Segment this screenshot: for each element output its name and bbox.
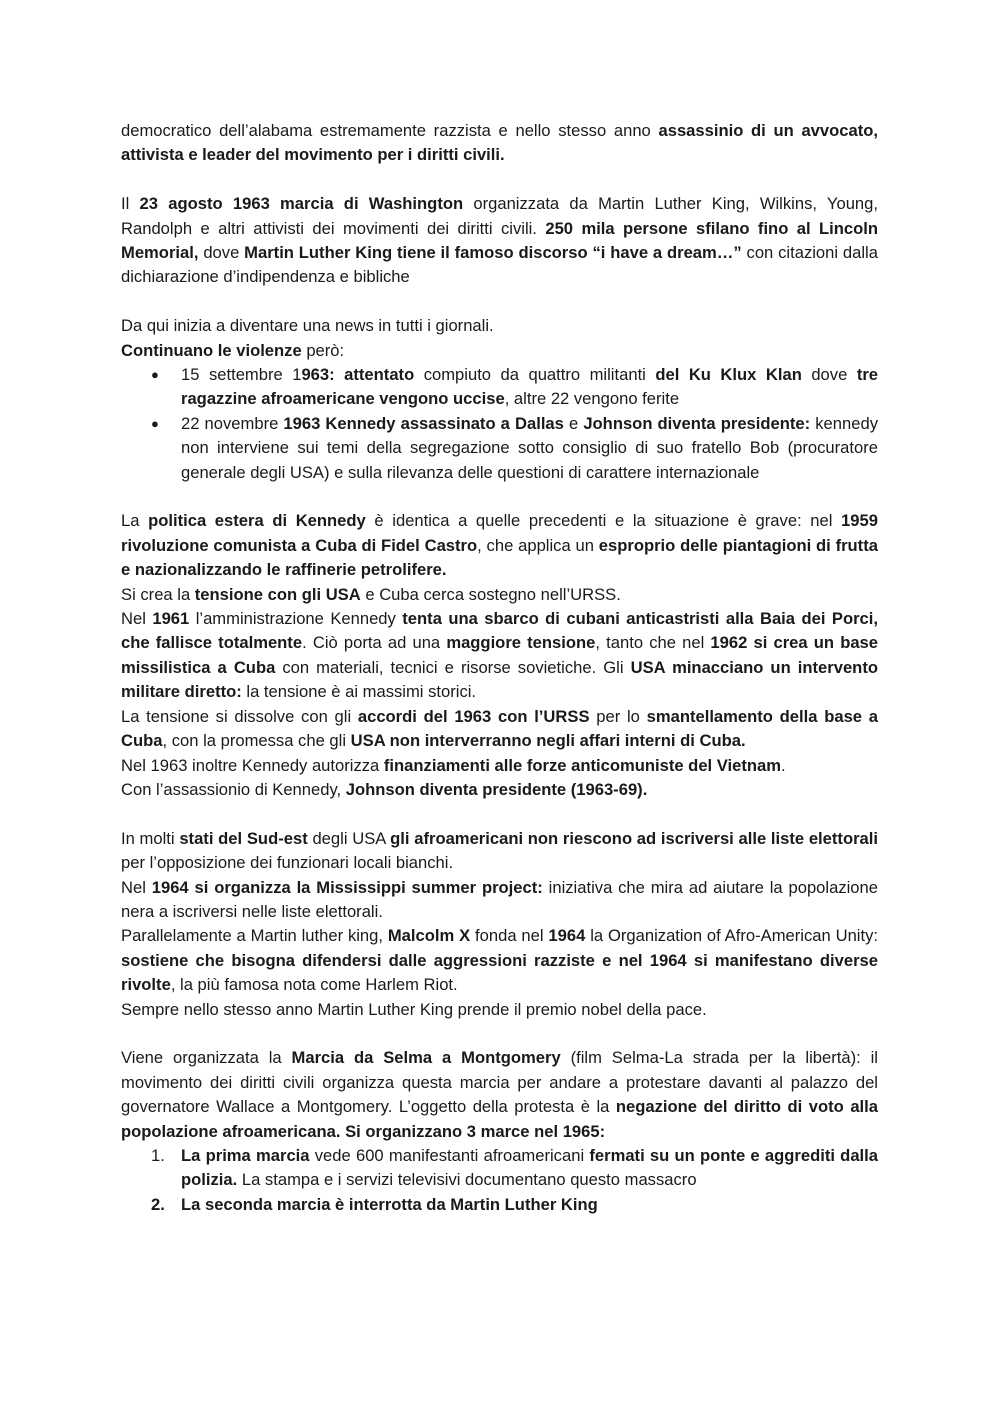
bold-text: smantellamento della base a Cuba	[121, 706, 878, 751]
bold-text: esproprio delle piantagioni di frutta e nazionalizzando le raffinerie petrolifere.	[121, 535, 878, 580]
list-number: 1.	[151, 1145, 165, 1165]
text-run: , tanto che nel	[595, 633, 711, 653]
text-run: la tensione è ai massimi storici.	[241, 682, 477, 702]
bold-text: accordi del 1963 con l’URSS	[357, 706, 590, 726]
bold-text: stati del Sud-est	[179, 828, 308, 848]
bullet-item	[121, 363, 878, 412]
text-run: è identica a quelle precedenti e la situazione è grave: nel	[365, 511, 842, 531]
text-run: Parallelamente a Martin luther king,	[121, 926, 388, 946]
text-run: fonda nel	[470, 926, 549, 946]
text-run: .	[781, 755, 786, 775]
text-run: dove	[198, 243, 245, 263]
bold-text: fermati su un ponte e aggrediti dalla polizia.	[181, 1145, 879, 1190]
bold-text: La prima marcia	[181, 1145, 310, 1165]
text-run: Nel 1963 inoltre Kennedy autorizza	[121, 755, 384, 775]
paragraph	[121, 119, 878, 168]
bold-text: 1964 si organizza la Mississippi summer project:	[151, 877, 543, 897]
bold-text: Johnson diventa presidente:	[583, 413, 811, 433]
paragraph	[121, 924, 878, 997]
list-number: 2.	[151, 1194, 165, 1214]
bullet-item	[121, 412, 878, 485]
text-run: Il	[121, 194, 140, 214]
paragraph	[121, 192, 878, 290]
text-run: degli USA	[307, 828, 391, 848]
text-run: La tensione si dissolve con gli	[121, 706, 358, 726]
text-run: però:	[301, 340, 345, 360]
bold-text: tre ragazzine afroamericane vengono uccise	[181, 365, 879, 409]
paragraph	[121, 876, 878, 925]
paragraph	[121, 607, 878, 705]
text-run: dove	[801, 365, 857, 385]
bold-text: USA non interverranno negli affari interni di Cuba.	[350, 731, 746, 751]
bold-text: Johnson diventa presidente (1963-69).	[345, 779, 648, 799]
text-run: per lo	[589, 706, 647, 726]
bold-text: Martin Luther King tiene il famoso discorso “i have a dream…”	[244, 243, 742, 263]
bold-text: del Ku Klux Klan	[655, 365, 802, 385]
bold-text: Marcia da Selma a Montgomery	[291, 1048, 561, 1068]
text-run: Nel	[121, 877, 152, 897]
bold-text: gli afroamericani non riescono ad iscriversi alle liste elettorali	[390, 828, 878, 848]
text-run: l’amministrazione Kennedy	[189, 609, 403, 629]
text-run: per l’opposizione dei funzionari locali bianchi.	[121, 853, 454, 873]
bold-text: 1963 Kennedy assassinato a Dallas	[283, 413, 564, 433]
text-run: 22 novembre	[181, 413, 284, 433]
text-run: Da qui inizia a diventare una news in tutti i giornali.	[121, 316, 494, 336]
paragraph	[121, 509, 878, 582]
text-run: Nel	[121, 609, 153, 629]
bold-text: finanziamenti alle forze anticomuniste del Vietnam	[383, 755, 782, 775]
bold-text: 1961	[152, 609, 190, 629]
text-run: . Ciò porta ad una	[302, 633, 447, 653]
paragraph	[121, 998, 878, 1022]
bold-text: 1962 si crea un base missilistica a Cuba	[121, 633, 879, 677]
bold-text: 963: attentato	[301, 365, 415, 385]
bold-text: tensione con gli USA	[194, 584, 361, 604]
bold-text: maggiore tensione	[446, 633, 596, 653]
bold-text: assassinio di un avvocato, attivista e leader del movimento per i diritti civili.	[121, 121, 878, 165]
text-run: vede 600 manifestanti afroamericani	[309, 1145, 590, 1165]
paragraph-group-main	[121, 509, 878, 1144]
bold-text: sostiene che bisogna difendersi dalle aggressioni razziste e nel 1964 si manifestano diverse rivolte	[121, 950, 878, 995]
bold-text: 250 mila persone sfilano fino al Lincoln Memorial,	[121, 218, 878, 263]
bold-text: negazione del diritto di voto alla popolazione afroamericana. Si organizzano 3 marce nel 1965:	[121, 1097, 878, 1141]
bold-text: politica estera di Kennedy	[148, 511, 366, 531]
bold-text: 23 agosto 1963 marcia di Washington	[139, 194, 464, 214]
document-page	[121, 119, 878, 1217]
text-run: la Organization of Afro-American Unity:	[585, 926, 879, 946]
paragraph	[121, 705, 878, 754]
text-run: con citazioni dalla dichiarazione d’indipendenza e bibliche	[121, 243, 878, 287]
numbered-item	[121, 1193, 878, 1217]
text-run: In molti	[121, 828, 180, 848]
paragraph-group-intro	[121, 119, 878, 363]
text-run: Sempre nello stesso anno Martin Luther King prende il premio nobel della pace.	[121, 999, 707, 1019]
bold-text: 1959 rivoluzione comunista a Cuba di Fidel Castro	[121, 511, 878, 555]
paragraph	[121, 754, 878, 778]
text-run: La stampa e i servizi televisivi documentano questo massacro	[237, 1170, 697, 1190]
bold-text: 1964	[548, 926, 586, 946]
text-run: , altre 22 vengono ferite	[504, 389, 680, 409]
bold-text: tenta una sbarco di cubani anticastristi alla Baia dei Porci, che fallisce totalmente	[121, 609, 878, 653]
text-run: democratico dell’alabama estremamente razzista e nello stesso anno	[121, 121, 659, 140]
numbered-item	[121, 1144, 878, 1193]
text-run: , la più famosa nota come Harlem Riot.	[170, 975, 458, 995]
bold-text: USA minacciano un intervento militare diretto:	[121, 657, 878, 702]
text-run: organizzata da Martin Luther King, Wilkins, Young, Randolph e altri attivisti dei movimenti dei diritti civili.	[121, 194, 878, 238]
text-run: iniziativa che mira ad aiutare la popolazione nera a iscriversi nelle liste elettorali.	[121, 877, 878, 921]
paragraph	[121, 827, 878, 876]
text-run: (film Selma-La strada per la libertà): il movimento dei diritti civili organizza questa marcia per andare a protestare davanti al palazzo del governatore Wallace a Montgomery. L’oggetto della protesta è la	[121, 1048, 878, 1117]
text-run: La	[121, 511, 149, 531]
text-run: 15 settembre 1	[181, 365, 302, 385]
text-run: e	[563, 413, 584, 433]
paragraph	[121, 314, 878, 338]
text-run: , che applica un	[477, 535, 599, 555]
text-run: , con la promessa che gli	[162, 731, 351, 751]
bold-text: La seconda marcia è interrotta da Martin Luther King	[181, 1194, 598, 1214]
text-run: kennedy non interviene sui temi della segregazione sotto consiglio di suo fratello Bob (procuratore generale degli USA) e sulla rilevanza delle questioni di carattere internazionale	[181, 413, 878, 482]
bold-text: Malcolm X	[387, 926, 471, 946]
bullet-marker: ●	[151, 415, 159, 431]
text-run: e Cuba cerca sostegno nell’URSS.	[360, 584, 621, 604]
paragraph	[121, 778, 878, 802]
bullet-marker: ●	[151, 367, 159, 383]
bullet-list-violence	[121, 363, 878, 485]
text-run: compiuto da quattro militanti	[414, 365, 656, 385]
paragraph	[121, 583, 878, 607]
text-run: con materiali, tecnici e risorse sovietiche. Gli	[275, 657, 631, 677]
paragraph	[121, 1046, 878, 1144]
text-run: Si crea la	[121, 584, 195, 604]
text-run: Con l’assassionio di Kennedy,	[121, 779, 346, 799]
text-run: Viene organizzata la	[121, 1048, 292, 1068]
bold-text: Continuano le violenze	[121, 340, 302, 360]
paragraph	[121, 339, 878, 363]
numbered-list-marches	[121, 1144, 878, 1217]
